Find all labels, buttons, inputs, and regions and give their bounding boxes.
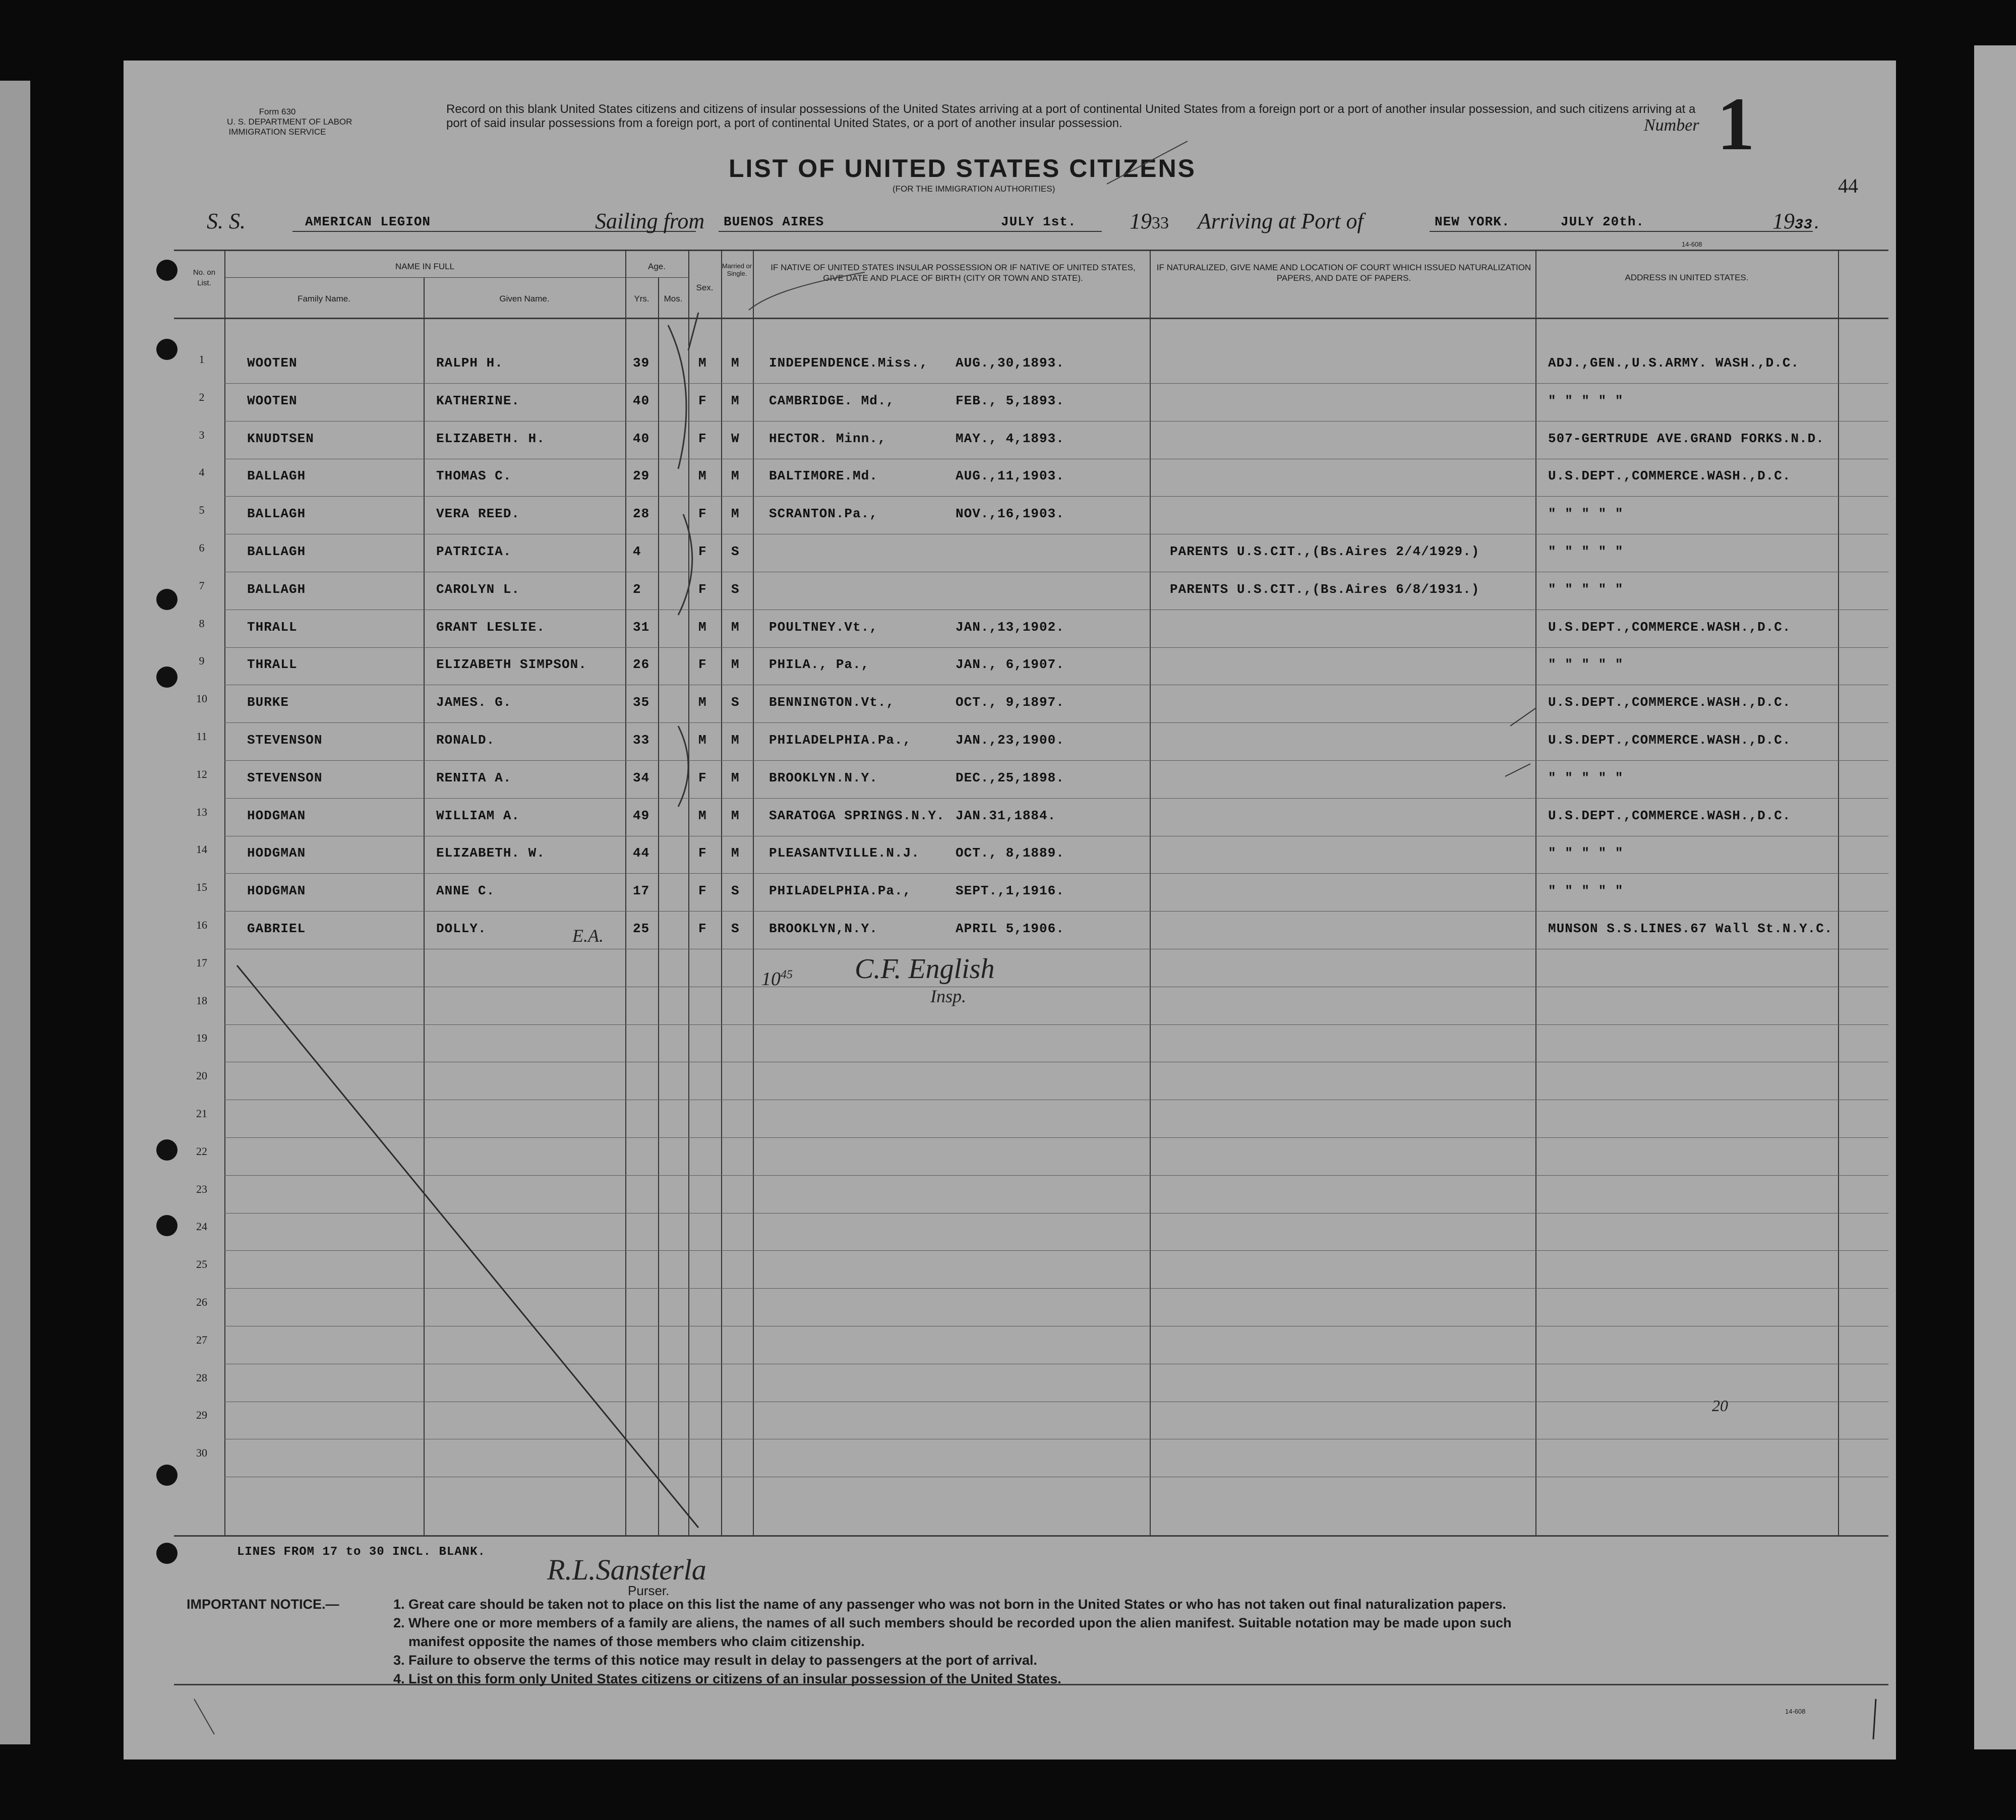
- family-name-cell: KNUDTSEN: [247, 431, 314, 446]
- margin-stroke: [194, 1699, 214, 1734]
- sex-cell: F: [698, 544, 707, 559]
- age-years-cell: 17: [633, 883, 650, 899]
- birth-date-cell: AUG.,30,1893.: [956, 355, 1064, 371]
- given-name-cell: KATHERINE.: [436, 393, 520, 408]
- sex-cell: M: [698, 355, 707, 371]
- given-name-cell: ELIZABETH SIMPSON.: [436, 657, 587, 673]
- given-name-cell: WILLIAM A.: [436, 808, 520, 823]
- family-name-cell: STEVENSON: [247, 770, 323, 785]
- blank-line-strike: [237, 965, 698, 1528]
- form-service: IMMIGRATION SERVICE: [228, 127, 326, 137]
- given-name-cell: ANNE C.: [436, 883, 495, 899]
- row-number: 22: [196, 1144, 207, 1158]
- row-number: 6: [199, 541, 205, 554]
- sex-cell: F: [698, 921, 707, 936]
- age-years-cell: 31: [633, 619, 650, 635]
- age-years-cell: 26: [633, 657, 650, 673]
- header-no: No. on List.: [193, 268, 216, 287]
- age-years-cell: 34: [633, 770, 650, 785]
- row-number: 7: [199, 579, 205, 592]
- notice-4: 4. List on this form only United States citizens or citizens of an insular possession of the United States.: [393, 1671, 1061, 1686]
- sex-cell: M: [698, 733, 707, 748]
- marital-status-cell: M: [731, 845, 740, 861]
- given-name-cell: CAROLYN L.: [436, 581, 520, 597]
- row-number: 9: [199, 654, 205, 668]
- check-bracket-1: [668, 325, 686, 469]
- age-years-cell: 4: [633, 544, 641, 559]
- sex-cell: M: [698, 619, 707, 635]
- age-years-cell: 39: [633, 355, 650, 371]
- birth-place-cell: PHILADELPHIA.Pa.,: [769, 883, 912, 899]
- purser-label: Purser.: [628, 1583, 670, 1598]
- depart-date: JULY 1st.: [1001, 214, 1077, 229]
- header-given-name: Given Name.: [499, 294, 550, 304]
- family-name-cell: WOOTEN: [247, 355, 298, 371]
- header-sex: Sex.: [696, 283, 714, 292]
- header-pen-mark: [749, 272, 865, 310]
- from-port: BUENOS AIRES: [724, 214, 824, 229]
- row-number: 26: [196, 1296, 207, 1308]
- family-name-cell: BALLAGH: [247, 581, 306, 597]
- header-mos: Mos.: [664, 294, 683, 304]
- check-mark-1: [688, 313, 698, 350]
- birth-place-cell: BROOKLYN,N.Y.: [769, 921, 878, 936]
- address-cell: " " " " ": [1548, 544, 1624, 559]
- arrive-year: 33.: [1795, 217, 1822, 233]
- list-number: 1: [1717, 82, 1755, 166]
- birth-date-cell: AUG.,11,1903.: [956, 468, 1064, 484]
- address-cell: U.S.DEPT.,COMMERCE.WASH.,D.C.: [1548, 695, 1791, 710]
- birth-place-cell: BROOKLYN.N.Y.: [769, 770, 878, 785]
- row-number: 19: [196, 1032, 207, 1045]
- notice-2-cont: manifest opposite the names of those members who claim citizenship.: [408, 1634, 865, 1649]
- sailing-label: Sailing from: [595, 209, 705, 233]
- sex-cell: F: [698, 770, 707, 785]
- given-name-cell: PATRICIA.: [436, 544, 512, 559]
- sex-cell: F: [698, 845, 707, 861]
- given-name-cell: ELIZABETH. W.: [436, 845, 545, 861]
- address-tick-2: [1505, 764, 1530, 776]
- marital-status-cell: M: [731, 657, 740, 673]
- row-number: 27: [196, 1333, 207, 1346]
- address-cell: MUNSON S.S.LINES.67 Wall St.N.Y.C.: [1548, 921, 1833, 936]
- address-cell: " " " " ": [1548, 506, 1624, 522]
- binder-hole: [156, 666, 177, 688]
- pen-strokes: [124, 60, 1896, 1760]
- header-married-single: Married or Single.: [722, 262, 752, 277]
- notice-2: 2. Where one or more members of a family are aliens, the names of all such members should be recorded upon the alien manifest. Suitable notation may be made upon such: [393, 1615, 1512, 1630]
- row-number: 1: [199, 353, 205, 366]
- birth-place-cell: BALTIMORE.Md.: [769, 468, 878, 484]
- birth-date-cell: JAN., 6,1907.: [956, 657, 1064, 673]
- age-years-cell: 35: [633, 695, 650, 710]
- row-number: 30: [196, 1446, 207, 1460]
- age-years-cell: 2: [633, 581, 641, 597]
- row-number: 16: [196, 919, 207, 931]
- header-name-in-full: NAME IN FULL: [395, 262, 455, 271]
- row-number: 15: [196, 881, 207, 894]
- binder-hole: [156, 339, 177, 360]
- preamble-text: Record on this blank United States citizens and citizens of insular possessions of the United States arriving at a port of continental United States from a foreign port or a port of another insular possession, and such citizens arriving at a port of said insular possessions from a foreign port, a port of continental United States, or a port of another insular possession.: [446, 102, 1696, 130]
- row-number: 29: [196, 1409, 207, 1422]
- adjacent-page-right: [1974, 45, 2016, 1749]
- given-name-cell: THOMAS C.: [436, 468, 512, 484]
- row-number: 20: [196, 1069, 207, 1082]
- age-years-cell: 40: [633, 393, 650, 408]
- address-cell: " " " " ": [1548, 657, 1624, 673]
- header-family-name: Family Name.: [298, 294, 350, 304]
- hand-note-10: $10^{45}$: [761, 968, 793, 990]
- marital-status-cell: S: [731, 695, 740, 710]
- birth-date-cell: OCT., 9,1897.: [956, 695, 1064, 710]
- binder-hole: [156, 1215, 177, 1236]
- hand-mark-20: 20: [1712, 1397, 1728, 1415]
- sex-cell: F: [698, 883, 707, 899]
- row-number: 4: [199, 466, 205, 479]
- ship-name: AMERICAN LEGION: [305, 214, 431, 229]
- row-number: 3: [199, 428, 205, 441]
- marital-status-cell: S: [731, 581, 740, 597]
- age-years-cell: 44: [633, 845, 650, 861]
- birth-date-cell: DEC.,25,1898.: [956, 770, 1064, 785]
- address-tick-1: [1510, 708, 1535, 726]
- binder-hole: [156, 1465, 177, 1486]
- address-cell: " " " " ": [1548, 581, 1624, 597]
- family-name-cell: BALLAGH: [247, 544, 306, 559]
- inspector-signature: C.F. English: [855, 953, 995, 985]
- depart-year-prefix: 19: [1130, 209, 1152, 233]
- header-age: Age.: [648, 262, 666, 271]
- age-years-cell: 49: [633, 808, 650, 823]
- form-department: U. S. DEPARTMENT OF LABOR: [227, 117, 352, 127]
- birth-date-cell: MAY., 4,1893.: [956, 431, 1064, 446]
- given-name-cell: RALPH H.: [436, 355, 503, 371]
- birth-place-cell: HECTOR. Minn.,: [769, 431, 886, 446]
- family-name-cell: HODGMAN: [247, 808, 306, 823]
- marital-status-cell: M: [731, 393, 740, 408]
- row-number: 13: [196, 805, 207, 818]
- family-name-cell: WOOTEN: [247, 393, 298, 408]
- address-cell: " " " " ": [1548, 393, 1624, 408]
- birth-place-cell: CAMBRIDGE. Md.,: [769, 393, 895, 408]
- manifest-sheet: [124, 60, 1896, 1760]
- row-number: 10: [196, 692, 207, 705]
- birth-date-cell: APRIL 5,1906.: [956, 921, 1064, 936]
- row-number: 17: [196, 956, 207, 969]
- naturalization-cell: PARENTS U.S.CIT.,(Bs.Aires 6/8/1931.): [1170, 581, 1480, 597]
- binder-hole: [156, 589, 177, 610]
- form-code-bottom: 14-608: [1785, 1708, 1806, 1715]
- birth-place-cell: PHILA., Pa.,: [769, 657, 870, 673]
- page-mark: 44: [1838, 174, 1858, 197]
- age-years-cell: 25: [633, 921, 650, 936]
- inspector-title: Insp.: [930, 986, 966, 1006]
- given-name-cell: RONALD.: [436, 733, 495, 748]
- address-cell: " " " " ": [1548, 883, 1624, 899]
- purser-signature: R.L.Sansterla: [547, 1553, 706, 1586]
- birth-date-cell: JAN.31,1884.: [956, 808, 1056, 823]
- sex-cell: M: [698, 468, 707, 484]
- address-cell: U.S.DEPT.,COMMERCE.WASH.,D.C.: [1548, 733, 1791, 748]
- address-cell: 507-GERTRUDE AVE.GRAND FORKS.N.D.: [1548, 431, 1824, 446]
- ss-label: S. S.: [207, 209, 246, 233]
- row-number: 24: [196, 1220, 207, 1233]
- family-name-cell: THRALL: [247, 657, 298, 673]
- birth-place-cell: BENNINGTON.Vt.,: [769, 695, 895, 710]
- marital-status-cell: S: [731, 544, 740, 559]
- row-number: 23: [196, 1182, 207, 1195]
- given-name-cell: VERA REED.: [436, 506, 520, 522]
- sex-cell: F: [698, 581, 707, 597]
- given-name-cell: DOLLY.: [436, 921, 487, 936]
- address-cell: " " " " ": [1548, 770, 1624, 785]
- notice-1: 1. Great care should be taken not to place on this list the name of any passenger who was not born in the United States or who has not taken out final naturalization papers.: [393, 1597, 1506, 1612]
- family-name-cell: HODGMAN: [247, 883, 306, 899]
- family-name-cell: BALLAGH: [247, 468, 306, 484]
- sex-cell: F: [698, 506, 707, 522]
- notice-3: 3. Failure to observe the terms of this notice may result in delay to passengers at the port of arrival.: [393, 1653, 1037, 1668]
- depart-year: 33: [1152, 214, 1169, 232]
- birth-date-cell: SEPT.,1,1916.: [956, 883, 1064, 899]
- family-name-cell: STEVENSON: [247, 733, 323, 748]
- check-bracket-3: [678, 726, 688, 807]
- row-number: 2: [199, 390, 205, 403]
- marital-status-cell: M: [731, 770, 740, 785]
- sex-cell: F: [698, 431, 707, 446]
- birth-date-cell: JAN.,23,1900.: [956, 733, 1064, 748]
- birth-date-cell: NOV.,16,1903.: [956, 506, 1064, 522]
- row-number: 14: [196, 843, 207, 856]
- birth-date-cell: FEB., 5,1893.: [956, 393, 1064, 408]
- age-years-cell: 40: [633, 431, 650, 446]
- binder-hole: [156, 1139, 177, 1161]
- row-number: 8: [199, 617, 205, 630]
- form-code-top: 14-608: [1682, 240, 1702, 248]
- header-address: ADDRESS IN UNITED STATES.: [1625, 273, 1749, 282]
- form-number: Form 630: [259, 107, 296, 116]
- birth-date-cell: JAN.,13,1902.: [956, 619, 1064, 635]
- sex-cell: M: [698, 695, 707, 710]
- row-number: 18: [196, 994, 207, 1007]
- header-birth: IF NATIVE OF UNITED STATES INSULAR POSSESSION OR IF NATIVE OF UNITED STATES, GIVE DATE AND PLACE OF BIRTH (CITY OR TOWN AND STATE).: [770, 263, 1136, 283]
- address-cell: U.S.DEPT.,COMMERCE.WASH.,D.C.: [1548, 619, 1791, 635]
- family-name-cell: BURKE: [247, 695, 289, 710]
- marital-status-cell: S: [731, 883, 740, 899]
- hand-initials: E.A.: [572, 926, 604, 946]
- family-name-cell: BALLAGH: [247, 506, 306, 522]
- birth-place-cell: SCRANTON.Pa.,: [769, 506, 878, 522]
- form-subtitle: (FOR THE IMMIGRATION AUTHORITIES): [893, 184, 1055, 194]
- row-number: 12: [196, 767, 207, 780]
- marital-status-cell: S: [731, 921, 740, 936]
- address-cell: ADJ.,GEN.,U.S.ARMY. WASH.,D.C.: [1548, 355, 1800, 371]
- margin-stroke-right: [1873, 1699, 1876, 1739]
- header-naturalized: IF NATURALIZED, GIVE NAME AND LOCATION OF COURT WHICH ISSUED NATURALIZATION PAPERS, AND DATE OF PAPERS.: [1156, 263, 1531, 283]
- marital-status-cell: M: [731, 468, 740, 484]
- sex-cell: F: [698, 657, 707, 673]
- given-name-cell: ELIZABETH. H.: [436, 431, 545, 446]
- binder-hole: [156, 1543, 177, 1564]
- given-name-cell: GRANT LESLIE.: [436, 619, 545, 635]
- to-port: NEW YORK.: [1435, 214, 1510, 229]
- notice-label: IMPORTANT NOTICE.—: [187, 1597, 339, 1612]
- number-label: Number: [1644, 116, 1699, 135]
- title-pen-stroke: [1107, 141, 1188, 184]
- birth-place-cell: SARATOGA SPRINGS.N.Y.: [769, 808, 945, 823]
- marital-status-cell: M: [731, 808, 740, 823]
- form-title: LIST OF UNITED STATES CITIZENS: [729, 154, 1197, 183]
- address-cell: U.S.DEPT.,COMMERCE.WASH.,D.C.: [1548, 468, 1791, 484]
- adjacent-page-left: [0, 81, 30, 1744]
- birth-place-cell: PHILADELPHIA.Pa.,: [769, 733, 912, 748]
- binder-hole: [156, 260, 177, 281]
- age-years-cell: 28: [633, 506, 650, 522]
- age-years-cell: 29: [633, 468, 650, 484]
- row-number: 25: [196, 1258, 207, 1271]
- given-name-cell: RENITA A.: [436, 770, 512, 785]
- birth-place-cell: POULTNEY.Vt.,: [769, 619, 878, 635]
- arrive-date: JULY 20th.: [1561, 214, 1645, 229]
- family-name-cell: GABRIEL: [247, 921, 306, 936]
- row-number: 28: [196, 1371, 207, 1384]
- sex-cell: M: [698, 808, 707, 823]
- sex-cell: F: [698, 393, 707, 408]
- address-cell: U.S.DEPT.,COMMERCE.WASH.,D.C.: [1548, 808, 1791, 823]
- row-number: 21: [196, 1107, 207, 1120]
- marital-status-cell: W: [731, 431, 740, 446]
- naturalization-cell: PARENTS U.S.CIT.,(Bs.Aires 2/4/1929.): [1170, 544, 1480, 559]
- arriving-label: Arriving at Port of: [1198, 209, 1363, 233]
- marital-status-cell: M: [731, 506, 740, 522]
- header-yrs: Yrs.: [634, 294, 649, 304]
- given-name-cell: JAMES. G.: [436, 695, 512, 710]
- check-bracket-2: [678, 514, 692, 615]
- row-number: 5: [199, 504, 205, 517]
- family-name-cell: HODGMAN: [247, 845, 306, 861]
- row-number: 11: [196, 730, 207, 743]
- birth-date-cell: OCT., 8,1889.: [956, 845, 1064, 861]
- marital-status-cell: M: [731, 733, 740, 748]
- marital-status-cell: M: [731, 619, 740, 635]
- birth-place-cell: INDEPENDENCE.Miss.,: [769, 355, 928, 371]
- blank-lines-note: LINES FROM 17 to 30 INCL. BLANK.: [237, 1545, 486, 1559]
- arrive-year-prefix: 19: [1772, 209, 1795, 233]
- address-cell: " " " " ": [1548, 845, 1624, 861]
- family-name-cell: THRALL: [247, 619, 298, 635]
- birth-place-cell: PLEASANTVILLE.N.J.: [769, 845, 920, 861]
- marital-status-cell: M: [731, 355, 740, 371]
- age-years-cell: 33: [633, 733, 650, 748]
